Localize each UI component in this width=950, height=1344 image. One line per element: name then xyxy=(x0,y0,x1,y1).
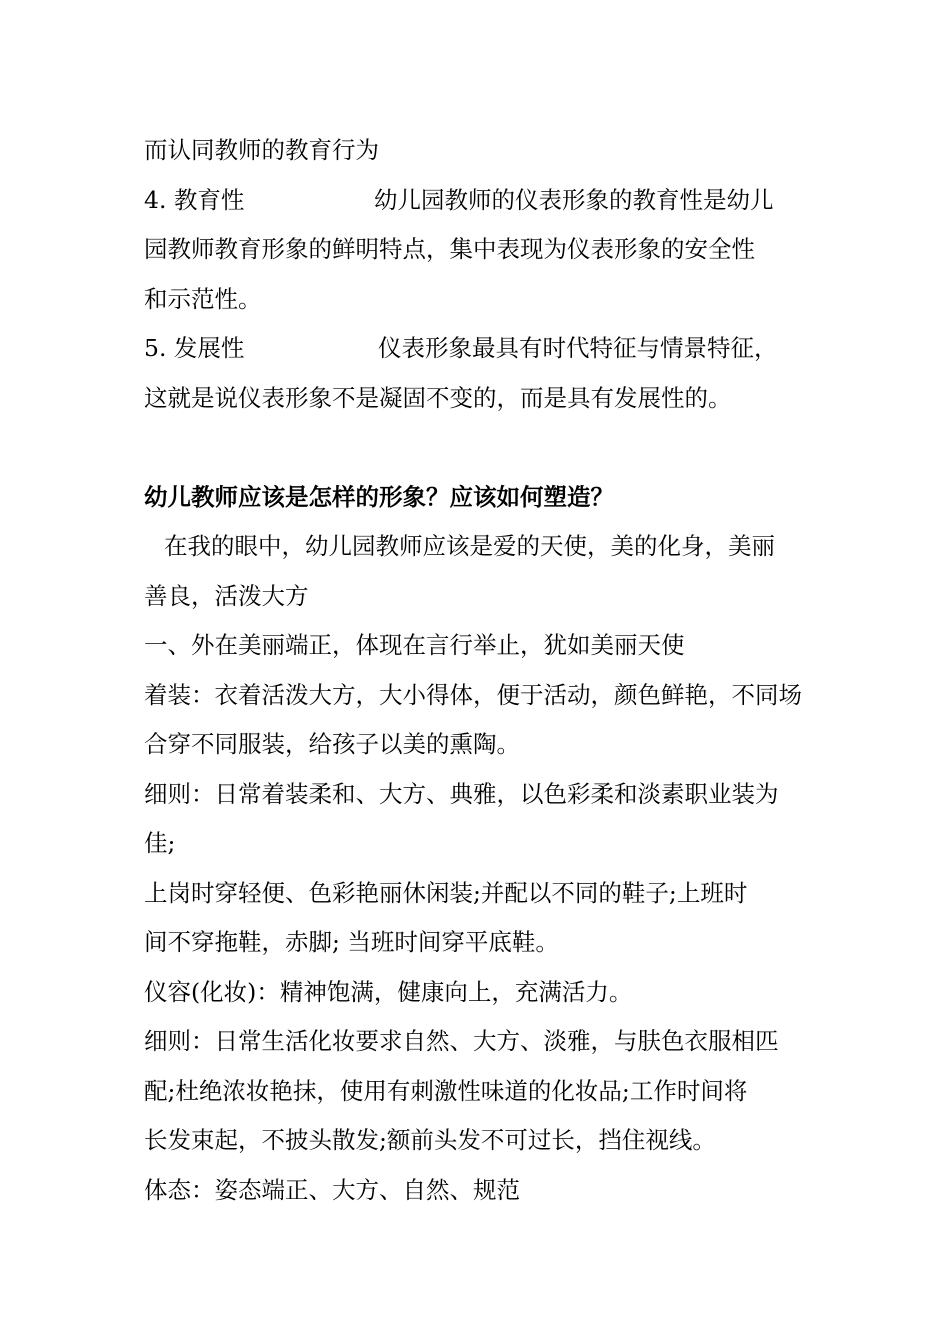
item4-line2: 园教师教育形象的鲜明特点，集中表现为仪表形象的安全性 xyxy=(144,235,755,263)
duty-wear-line1: 上岗时穿轻便、色彩艳丽休闲装;并配以不同的鞋子;上班时 xyxy=(144,878,748,907)
grooming-detail-line1: 细则：日常生活化妆要求自然、大方、淡雅，与肤色衣服相匹 xyxy=(144,1027,779,1055)
item5-label: 5. 发展性 xyxy=(144,334,245,362)
intro-para-line2: 善良，活泼大方 xyxy=(144,581,309,610)
duty-wear-line2: 间不穿拖鞋，赤脚; 当班时间穿平底鞋。 xyxy=(144,928,559,956)
section1-title: 一、外在美丽端正，体现在言行举止，犹如美丽天使 xyxy=(144,631,685,659)
item4-label: 4. 教育性 xyxy=(144,185,245,214)
grooming-detail-line3: 长发束起，不披头散发;额前头发不可过长，挡住视线。 xyxy=(144,1126,716,1154)
item5-line2: 这就是说仪表形象不是凝固不变的，而是具有发展性的。 xyxy=(144,383,732,412)
posture-line: 体态：姿态端正、大方、自然、规范 xyxy=(144,1175,520,1204)
attire-detail-line2: 佳; xyxy=(144,829,176,857)
section-heading: 幼儿教师应该是怎样的形象？应该如何塑造？ xyxy=(144,482,614,511)
attire-line1: 着装：衣着活泼大方，大小得体，便于活动，颜色鲜艳，不同场 xyxy=(144,680,802,709)
item4-text-line1: 幼儿园教师的仪表形象的教育性是幼儿 xyxy=(374,185,774,214)
grooming-line: 仪容(化妆)：精神饱满，健康向上，充满活力。 xyxy=(144,977,633,1006)
item5-text-line1: 仪表形象最具有时代特征与情景特征， xyxy=(378,334,778,362)
item4-line1 xyxy=(144,176,810,226)
paragraph-gap xyxy=(144,423,810,473)
document-page xyxy=(144,126,810,1215)
intro-para-line1: 在我的眼中，幼儿园教师应该是爱的天使，美的化身，美丽 xyxy=(164,532,775,560)
attire-line2: 合穿不同服装，给孩子以美的熏陶。 xyxy=(144,730,520,758)
item5-line1 xyxy=(144,324,810,374)
item4-line3: 和示范性。 xyxy=(144,284,262,313)
intro-tail-line: 而认同教师的教育行为 xyxy=(144,136,379,164)
attire-detail-line1: 细则：日常着装柔和、大方、典雅，以色彩柔和淡素职业装为 xyxy=(144,779,779,808)
grooming-detail-line2: 配;杜绝浓妆艳抹，使用有刺激性味道的化妆品;工作时间将 xyxy=(144,1076,748,1105)
